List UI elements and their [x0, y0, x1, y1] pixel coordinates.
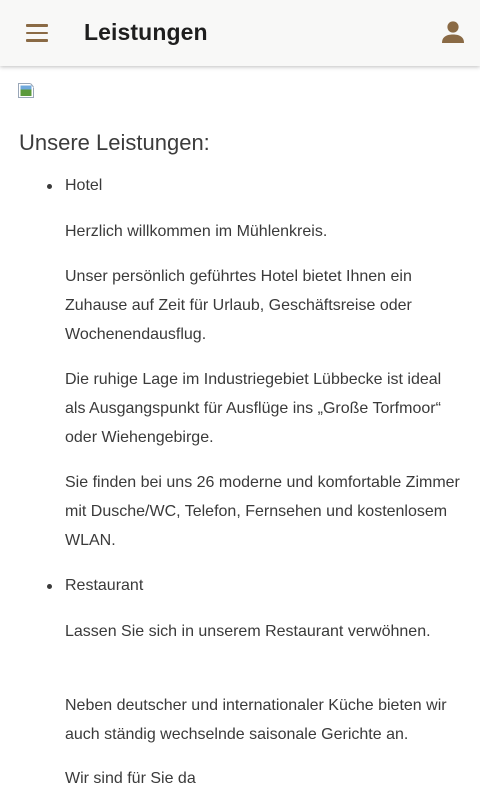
paragraph: Die ruhige Lage im Industriegebiet Lübbecke ist ideal als Ausgangspunkt für Ausflüge ins „Große Torfmoor“ oder Wiehengebirge.	[65, 371, 442, 446]
paragraph: Sie finden bei uns 26 moderne und komfortable Zimmer mit Dusche/WC, Telefon, Fernsehen und kostenlosem WLAN.	[65, 474, 460, 549]
main-content	[0, 66, 480, 800]
paragraph: Lassen Sie sich in unserem Restaurant verwöhnen.	[65, 623, 431, 640]
page-title: Leistungen	[84, 19, 208, 45]
list-item-restaurant: Restaurant	[65, 577, 144, 594]
paragraph: Neben deutscher und internationaler Küche bieten wir auch ständig wechselnde saisonale Gerichte an.	[65, 697, 447, 743]
list-item-hotel: Hotel	[65, 177, 103, 194]
hamburger-menu-icon[interactable]	[26, 24, 48, 42]
broken-image-icon	[18, 83, 38, 101]
person-icon[interactable]	[440, 19, 466, 45]
paragraph: Herzlich willkommen im Mühlenkreis.	[65, 223, 328, 240]
section-heading: Unsere Leistungen:	[19, 130, 210, 155]
paragraph: Wir sind für Sie da	[65, 770, 196, 787]
app-bar	[0, 0, 480, 66]
paragraph: Unser persönlich geführtes Hotel bietet Ihnen ein Zuhause auf Zeit für Urlaub, Geschäftsreise oder Wochenendausflug.	[65, 268, 412, 343]
